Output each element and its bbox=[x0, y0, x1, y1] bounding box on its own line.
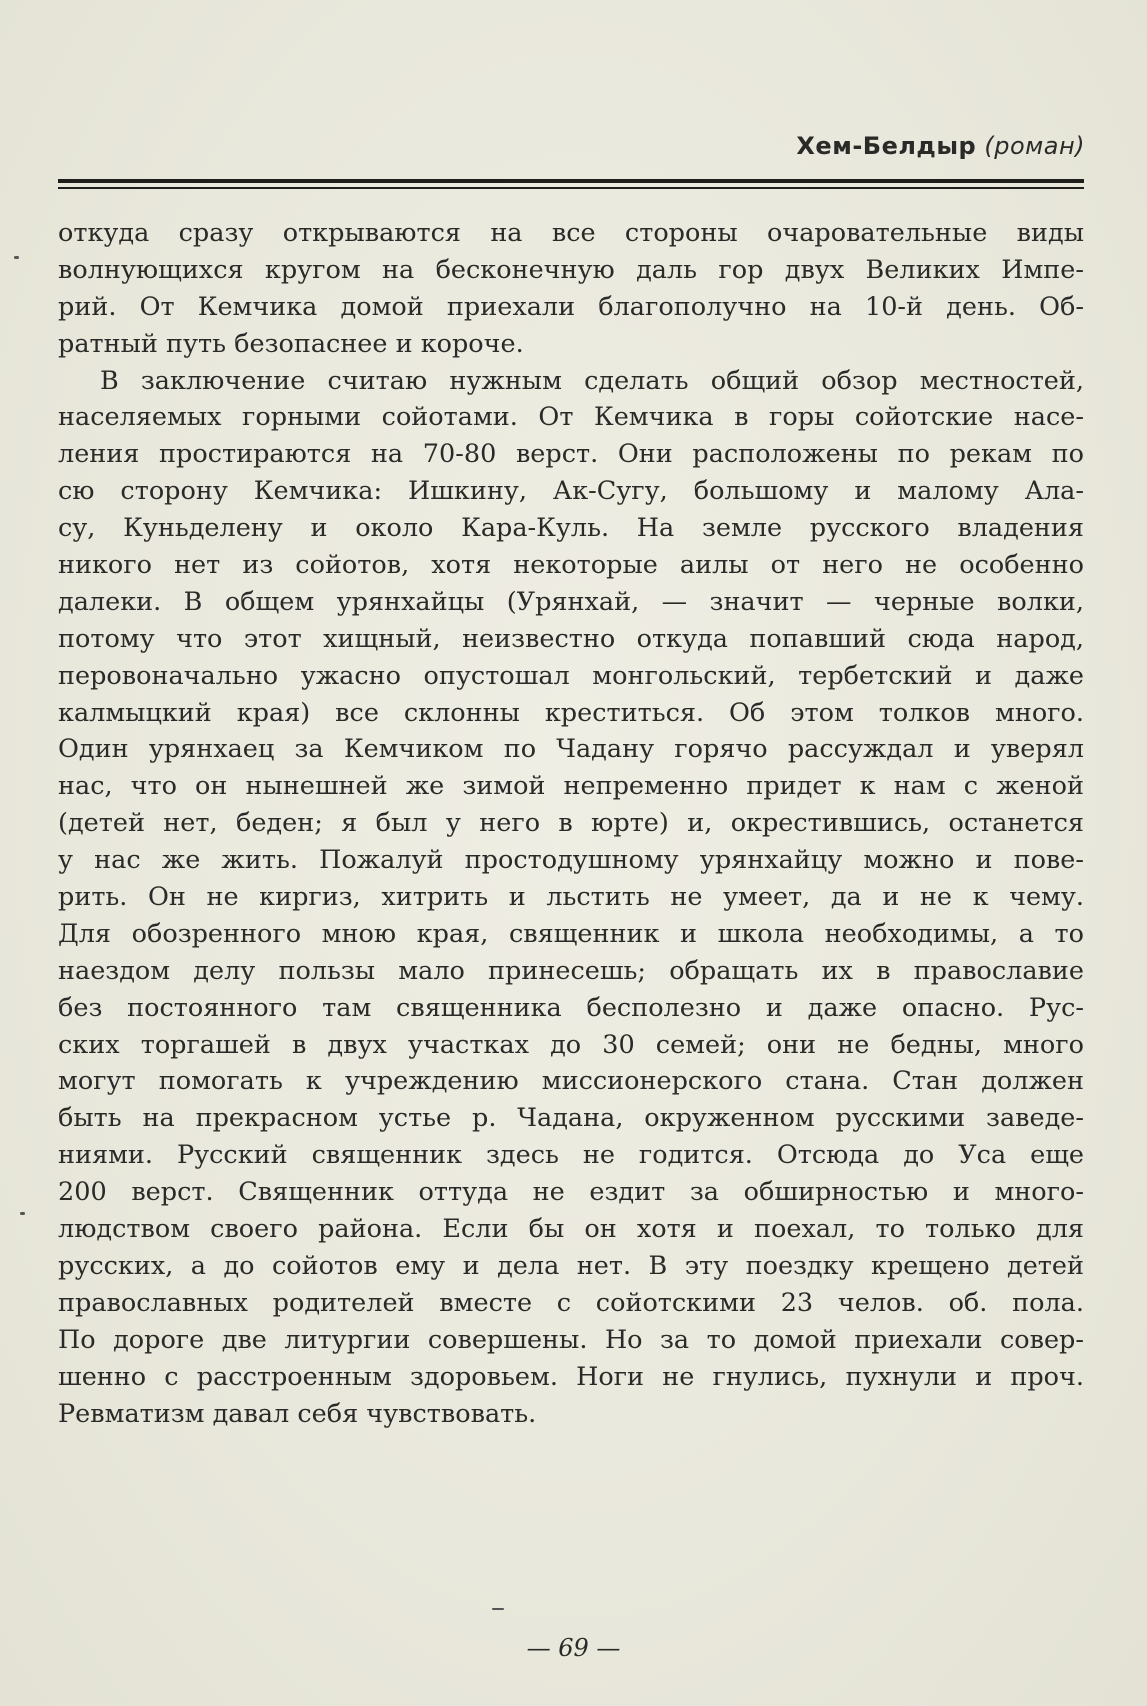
text-line: быть на прекрасном устье р. Чадана, окруженном русскими заведе- bbox=[58, 1103, 1084, 1134]
text-line: могут помогать к учреждению миссионерского стана. Стан должен bbox=[58, 1066, 1084, 1097]
text-line: су, Куньделену и около Кара-Куль. На земле русского владения bbox=[58, 513, 1084, 544]
running-head-title: Хем-Белдыр bbox=[796, 132, 977, 160]
text-line: далеки. В общем урянхайцы (Урянхай, — значит — черные волки, bbox=[58, 586, 1084, 617]
text-line: В заключение считаю нужным сделать общий обзор местностей, bbox=[100, 365, 1084, 396]
header-rule-thin bbox=[58, 187, 1084, 189]
text-line: (детей нет, беден; я был у него в юрте) и, окрестившись, останется bbox=[58, 808, 1084, 839]
text-line: никого нет из сойотов, хотя некоторые аилы от него не особенно bbox=[58, 550, 1084, 581]
text-line: перовоначально ужасно опустошал монгольский, тербетский и даже bbox=[58, 660, 1084, 691]
text-line: калмыцкий края) все склонны креститься. Об этом толков много. bbox=[58, 697, 1084, 728]
text-line: Ревматизм давал себя чувствовать. bbox=[58, 1398, 537, 1429]
text-line: нас, что он нынешней же зимой непременно придет к нам с женой bbox=[58, 771, 1084, 802]
text-line: Для обозренного мною края, священник и школа необходимы, а то bbox=[58, 918, 1084, 949]
text-line: шенно с расстроенным здоровьем. Ноги не гнулись, пухнули и проч. bbox=[58, 1361, 1084, 1392]
text-line: у нас же жить. Пожалуй простодушному урянхайцу можно и пове- bbox=[58, 845, 1084, 876]
scan-speck bbox=[20, 1212, 25, 1215]
text-line: людством своего района. Если бы он хотя и поехал, то только для bbox=[58, 1214, 1084, 1245]
scan-speck bbox=[14, 256, 19, 259]
text-line: 200 верст. Священник оттуда не ездит за обширностью и много- bbox=[58, 1177, 1084, 1208]
text-line: рий. От Кемчика домой приехали благополучно на 10-й день. Об- bbox=[58, 291, 1084, 322]
header-rule-thick bbox=[58, 179, 1084, 183]
text-line: русских, а до сойотов ему и дела нет. В эту поездку крещено детей bbox=[58, 1250, 1084, 1281]
running-head bbox=[796, 132, 1085, 160]
body-text bbox=[58, 215, 1084, 1432]
text-line: откуда сразу открываются на все стороны очаровательные виды bbox=[58, 218, 1084, 248]
page-number: — 69 — bbox=[526, 1634, 621, 1662]
text-line: ниями. Русский священник здесь не годится. Отсюда до Уса еще bbox=[58, 1140, 1084, 1171]
running-head-genre: (роман) bbox=[984, 132, 1085, 160]
text-line: рить. Он не киргиз, хитрить и льстить не умеет, да и не к чему. bbox=[58, 882, 1084, 913]
text-line: наездом делу пользы мало принесешь; обращать их в православие bbox=[58, 955, 1084, 986]
text-line: Один урянхаец за Кемчиком по Чадану горячо рассуждал и уверял bbox=[58, 734, 1084, 765]
text-line: без постоянного там священника бесполезно и даже опасно. Рус- bbox=[58, 992, 1084, 1023]
text-line: ратный путь безопаснее и короче. bbox=[58, 328, 524, 359]
text-line: потому что этот хищный, неизвестно откуда попавший сюда народ, bbox=[58, 623, 1084, 654]
text-line: волнующихся кругом на бесконечную даль гор двух Великих Импе- bbox=[58, 254, 1084, 285]
text-line: православных родителей вместе с сойотскими 23 челов. об. пола. bbox=[58, 1287, 1084, 1318]
text-line: населяемых горными сойотами. От Кемчика в горы сойотские насе- bbox=[58, 402, 1084, 433]
scan-speck bbox=[492, 1608, 504, 1610]
text-line: ских торгашей в двух участках до 30 семей; они не бедны, много bbox=[58, 1029, 1084, 1060]
text-line: сю сторону Кемчика: Ишкину, Ак-Сугу, большому и малому Ала- bbox=[58, 476, 1084, 507]
text-line: По дороге две литургии совершены. Но за то домой приехали совер- bbox=[58, 1324, 1084, 1355]
text-line: ления простираются на 70-80 верст. Они расположены по рекам по bbox=[58, 439, 1084, 470]
